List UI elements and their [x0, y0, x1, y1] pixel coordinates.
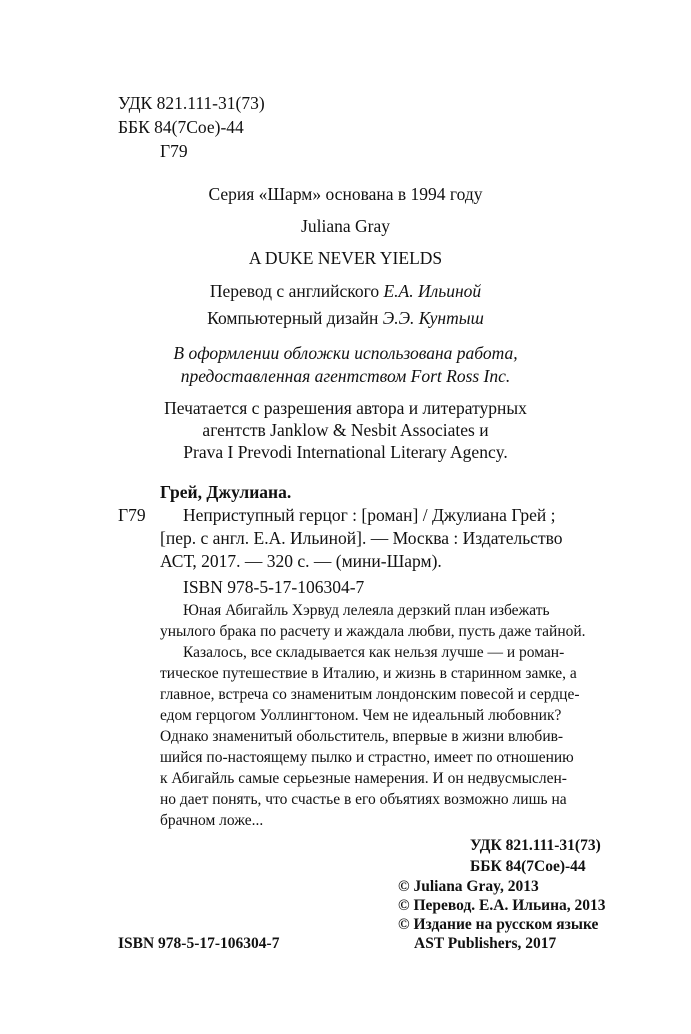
annotation-line: тическое путешествие в Италию, и жизнь в старинном замке, а — [160, 665, 577, 682]
annotation-line: шийся по-настоящему пылко и страстно, имеет по отношению — [160, 749, 574, 766]
copyright-translation: © Перевод. Е.А. Ильина, 2013 — [398, 897, 606, 914]
series-note: Серия «Шарм» основана в 1994 году — [208, 184, 483, 204]
translation-credit — [0, 280, 691, 302]
annotation-line: Однако знаменитый обольститель, впервые в жизни влюбив- — [160, 728, 564, 745]
copyright-edition: © Издание на русском языке — [398, 916, 599, 933]
bottom-udk-index: УДК 821.111-31(73) — [470, 837, 601, 854]
designer-name: Э.Э. Кунтыш — [382, 308, 484, 328]
translator-name: Е.А. Ильиной — [383, 281, 482, 301]
annotation-line: унылого брака по расчету и жаждала любви, пусть даже тайной. — [160, 623, 586, 640]
bbk-index: ББК 84(7Сое)-44 — [118, 117, 244, 137]
author-mark: Г79 — [160, 141, 188, 161]
cover-credit-line1: В оформлении обложки использована работа, — [173, 343, 518, 363]
catalog-author-heading: Грей, Джулиана. — [160, 482, 292, 502]
catalog-mark: Г79 — [118, 505, 146, 525]
rights-line3: Prava I Prevodi International Literary Agency. — [183, 442, 508, 462]
annotation-line: главное, встреча со знаменитым лондонским повесой и сердце- — [160, 686, 580, 703]
translation-label: Перевод с английского — [209, 281, 384, 301]
rights-line1: Печатается с разрешения автора и литературных — [164, 398, 527, 418]
catalog-entry-line1: Неприступный герцог : [роман] / Джулиана Грей ; — [183, 505, 556, 525]
catalog-isbn: ISBN 978-5-17-106304-7 — [183, 577, 365, 597]
annotation-line: Казалось, все складывается как нельзя лучше — и роман- — [183, 644, 565, 661]
design-credit — [0, 307, 691, 329]
annotation-line: едом герцогом Уоллингтоном. Чем не идеальный любовник? — [160, 707, 562, 724]
copyright-publisher: AST Publishers, 2017 — [414, 935, 557, 952]
design-label: Компьютерный дизайн — [207, 308, 383, 328]
annotation-line: но дает понять, что счастье в его объятиях возможно лишь на — [160, 791, 567, 808]
cover-credit-line2: предоставленная агентством Fort Ross Inc. — [180, 366, 511, 386]
rights-line2: агентств Janklow & Nesbit Associates и — [202, 420, 489, 440]
catalog-entry-line3: АСТ, 2017. — 320 с. — (мини-Шарм). — [160, 551, 442, 571]
annotation-line: к Абигайль самые серьезные намерения. И он недвусмыслен- — [160, 770, 567, 787]
udk-index: УДК 821.111-31(73) — [118, 93, 265, 113]
catalog-entry-line2: [пер. с англ. Е.А. Ильиной]. — Москва : Издательство — [160, 528, 563, 548]
footer-isbn: ISBN 978-5-17-106304-7 — [118, 935, 280, 952]
original-title: A DUKE NEVER YIELDS — [248, 248, 443, 268]
annotation-line: брачном ложе... — [160, 812, 264, 829]
original-author: Juliana Gray — [301, 216, 390, 236]
copyright-author: © Juliana Gray, 2013 — [398, 878, 539, 895]
annotation-line: Юная Абигайль Хэрвуд лелеяла дерзкий план избежать — [183, 602, 550, 619]
bottom-bbk-index: ББК 84(7Сое)-44 — [470, 858, 586, 875]
